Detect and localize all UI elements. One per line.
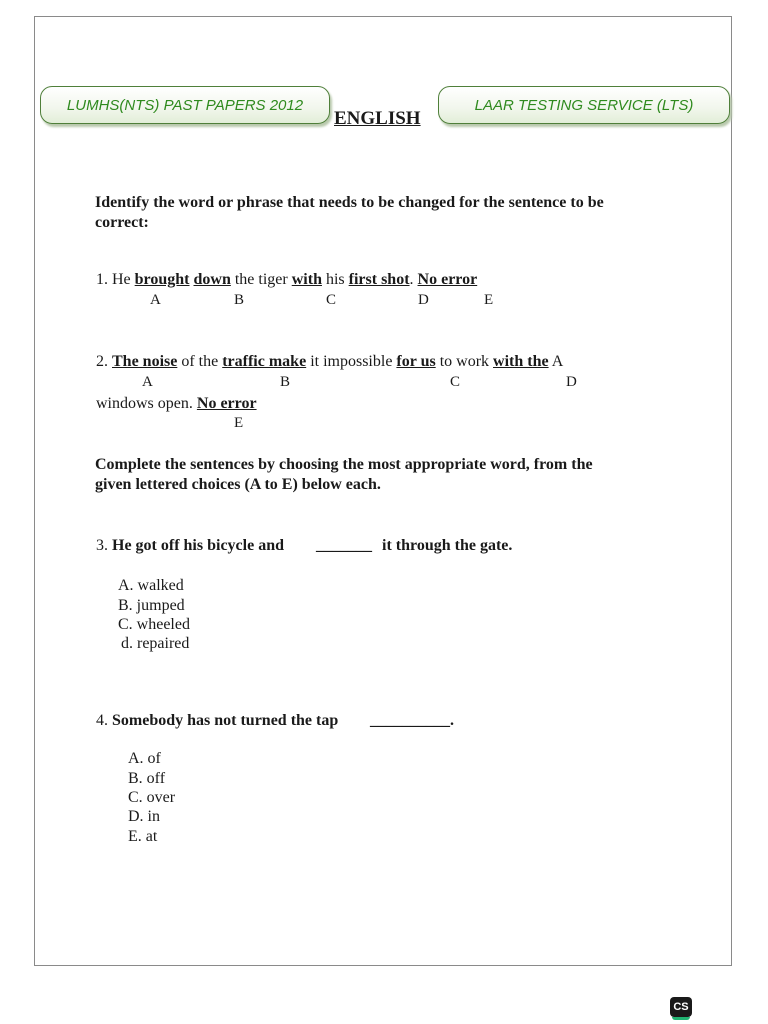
q2-label-e: E [234, 415, 244, 431]
q2-label-c: C [450, 374, 461, 390]
q1-text-2: his [321, 271, 349, 288]
q4-option-d: D. in [128, 808, 160, 825]
q2-phrase-c: for us [396, 353, 436, 370]
q2-label-a: A [142, 374, 153, 390]
q2-label-d: D [566, 374, 577, 390]
q4-stem: Somebody has not turned the tap [112, 712, 339, 729]
section2-instruction-line1: Complete the sentences by choosing the most appropriate word, from the [95, 456, 593, 473]
q4-blank: __________. [370, 712, 454, 729]
q4-number: 4. [96, 712, 112, 729]
q1-number: 1. He [96, 271, 135, 288]
subject-title: ENGLISH [334, 108, 421, 129]
q2-phrase-d: with the [493, 353, 549, 370]
question-1 [96, 271, 477, 289]
q1-phrase-b: down [193, 271, 231, 288]
section2-instruction-line2: given lettered choices (A to E) below each. [95, 476, 381, 493]
q1-phrase-a: brought [134, 271, 190, 288]
q1-label-d: D [418, 292, 429, 308]
q1-label-b: B [234, 292, 245, 308]
question-3 [96, 537, 284, 555]
header-left-badge [40, 86, 330, 124]
q4-option-e: E. at [128, 828, 158, 845]
q1-label-c: C [326, 292, 337, 308]
q4-option-c: C. over [128, 789, 176, 806]
q3-stem-b: it through the gate. [382, 537, 513, 554]
q3-number: 3. [96, 537, 112, 554]
logo-text: CS [673, 1001, 689, 1013]
question-2 [96, 353, 563, 371]
q1-phrase-c: with [291, 271, 322, 288]
q1-label-a: A [150, 292, 161, 308]
q2-phrase-a: The noise [112, 353, 178, 370]
q3-blank: _______ [316, 537, 372, 554]
q2-text-2: it impossible [306, 353, 397, 370]
question-4 [96, 712, 338, 730]
q1-phrase-d: first shot [348, 271, 410, 288]
section1-instruction-line1: Identify the word or phrase that needs to be changed for the sentence to be [95, 194, 604, 211]
q2-text-4: A [548, 353, 564, 370]
q2-phrase-e: No error [196, 395, 257, 412]
right-badge-text: LAAR TESTING SERVICE (LTS) [474, 96, 694, 114]
q1-text-3: . [409, 271, 418, 288]
q4-option-a: A. of [128, 750, 161, 767]
header-right-badge [438, 86, 730, 124]
q2-label-b: B [280, 374, 291, 390]
q2-number: 2. [96, 353, 112, 370]
question-2-line2 [96, 395, 257, 413]
q4-option-b: B. off [128, 770, 166, 787]
q2-text-3: to work [435, 353, 494, 370]
q3-option-a: A. walked [118, 577, 184, 594]
q1-text-1: the tiger [230, 271, 292, 288]
q2-phrase-b: traffic make [222, 353, 307, 370]
q1-phrase-e: No error [417, 271, 478, 288]
q3-option-c: C. wheeled [118, 616, 190, 633]
section1-instruction-line2: correct: [95, 214, 149, 231]
q3-stem-a: He got off his bicycle and [112, 537, 284, 554]
q2-line2-text: windows open. [96, 395, 197, 412]
camscanner-logo-icon [670, 997, 692, 1017]
q3-option-d: d. repaired [121, 635, 190, 652]
q2-text-1: of the [177, 353, 223, 370]
q3-option-b: B. jumped [118, 597, 185, 614]
q1-label-e: E [484, 292, 494, 308]
left-badge-text: LUMHS(NTS) PAST PAPERS 2012 [66, 96, 304, 114]
